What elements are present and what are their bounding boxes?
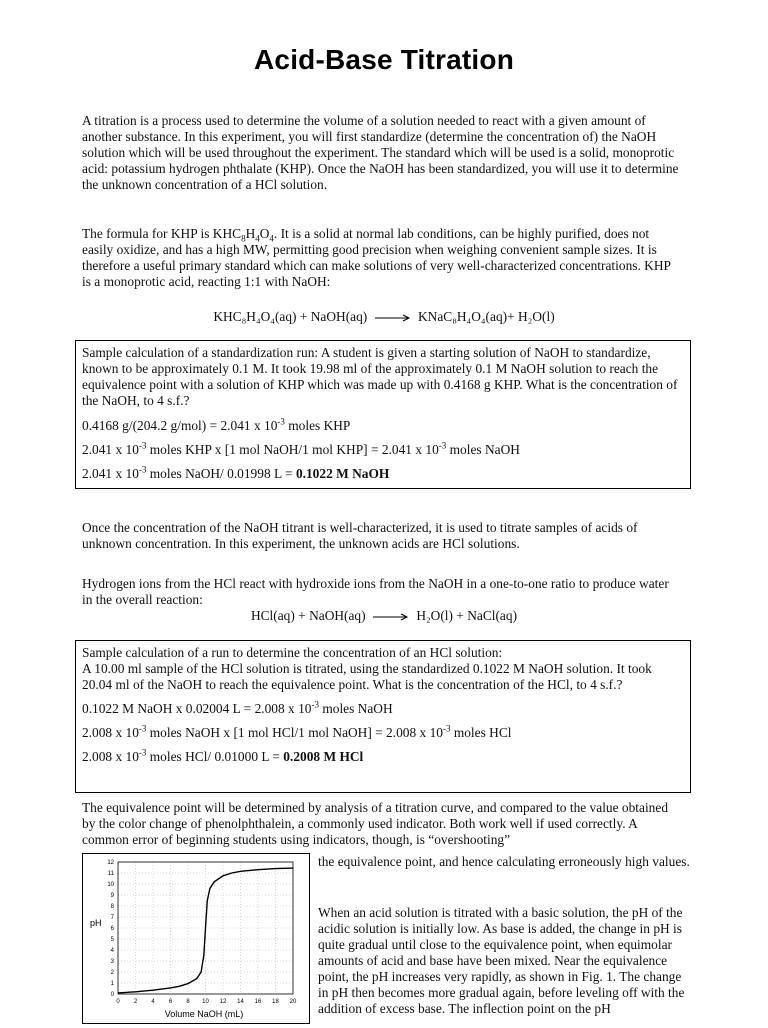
reaction-reactants: HCl(aq) + NaOH(aq) (250, 608, 366, 623)
khp-paragraph: The formula for KHP is $KHC_8H_4O_4$. It is a solid at normal lab conditions, can be highly purified, does not easily oxidize, and has a high MW, permitting good precision when weighing convenient sample sizes. It is therefore a useful primary standard which can make solutions of very well-characterized concentrations. KHP is a monoprotic acid, reacting 1:1 with NaOH: (82, 226, 671, 289)
y-tick-label: 8 (110, 904, 114, 910)
box-heading: Sample calculation of a run to determine the concentration of an HCl solution: (82, 645, 503, 660)
reaction-products: H₂O(l) + NaCl(aq) (416, 608, 518, 623)
y-tick-label: 6 (110, 926, 114, 932)
calc-line: 2.041 x $10^{-3}$ moles NaOH/ 0.01998 L = 0.1022 M NaOH (82, 464, 390, 481)
y-tick-label: 2 (110, 970, 114, 976)
calc-line: 2.041 x $10^{-3}$ moles KHP x [1 mol NaOH/1 mol KHP] = 2.041 x $10^{-3}$ moles NaOH (82, 440, 520, 457)
y-tick-label: 0 (110, 992, 114, 998)
x-tick-label: 0 (116, 999, 120, 1005)
calc-result: 0.1022 M NaOH (295, 466, 390, 481)
sample-calculation-box-hcl (75, 640, 691, 793)
x-tick-label: 2 (133, 999, 138, 1005)
reaction-reactants: KHC₈H₄O₄(aq) + NaOH(aq) (213, 309, 368, 324)
titration-curve-figure (82, 853, 310, 1024)
y-tick-label: 9 (110, 893, 114, 899)
y-tick-label: 12 (107, 860, 114, 866)
y-axis-label: pH (90, 918, 102, 928)
x-tick-label: 10 (202, 999, 209, 1005)
calc-line: 2.008 x $10^{-3}$ moles HCl/ 0.01000 L = 0.2008 M HCl (82, 747, 364, 764)
box-question: A 10.00 ml sample of the HCl solution is titrated, using the standardized 0.1022 M NaOH solution. It took 20.04 ml of the NaOH to reach the equivalence point. What is the concentration of the HCl, to 4 s.f.? (82, 661, 652, 692)
acid-base-paragraph: When an acid solution is titrated with a basic solution, the pH of the acidic solution is initially low. As base is added, the change in pH is quite gradual until close to the equivalence point, when equimolar amounts of acid and base have been mixed. Near the equivalence point, the pH increases very rapidly, as shown in Fig. 1. The change in pH then becomes more gradual again, before leveling off with the addition of excess base. The inflection point on the pH (318, 905, 685, 1016)
x-tick-label: 12 (219, 999, 227, 1005)
y-tick-label: 10 (107, 882, 114, 888)
y-tick-label: 1 (110, 981, 114, 987)
x-tick-label: 4 (151, 999, 155, 1005)
y-tick-label: 7 (110, 915, 114, 921)
y-tick-label: 5 (110, 937, 114, 943)
x-tick-label: 8 (186, 999, 190, 1005)
titrant-paragraph: Once the concentration of the NaOH titrant is well-characterized, it is used to titrate samples of acids of unknown concentration. In this experiment, the unknown acids are HCl solutions. (82, 520, 638, 551)
x-axis-ticks (116, 999, 297, 1005)
reaction-equation-hcl (0, 608, 768, 624)
equivalence-paragraph: The equivalence point will be determined by analysis of a titration curve, and compared to the value obtained by the color change of phenolphthalein, a commonly used indicator. Both work well if used correctly. A common error of beginning students using indicators, though, is “overshooting” (82, 800, 669, 847)
page-title: Acid-Base Titration (254, 44, 514, 75)
x-tick-label: 18 (272, 999, 279, 1005)
calc-result: 0.2008 M HCl (283, 749, 364, 764)
reaction-arrow-icon (375, 314, 411, 322)
y-axis-ticks (107, 860, 114, 998)
sample-calculation-box-naoh (75, 340, 691, 489)
x-axis-label: Volume NaOH (mL) (164, 1009, 244, 1019)
box-question: Sample calculation of a standardization run: A student is given a starting solution of NaOH to standardize, known to be approximately 0.1 M. It took 19.98 ml of the approximately 0.1 M NaOH solution to reach the equivalence point with a solution of KHP which was made up with 0.4168 g KHP. What is the concentration of the NaOH, to 4 s.f.? (82, 345, 678, 408)
reaction-equation-khp (0, 309, 768, 325)
equivalence-paragraph-continued: the equivalence point, and hence calculating erroneously high values. (318, 854, 690, 869)
calc-line: 2.008 x $10^{-3}$ moles NaOH x [1 mol HCl/1 mol NaOH] = 2.008 x $10^{-3}$ moles HCl (82, 723, 512, 740)
hydrogen-paragraph: Hydrogen ions from the HCl react with hydroxide ions from the NaOH in a one-to-one ratio to produce water in the overall reaction: (82, 576, 669, 607)
reaction-products: KNaC₈H₄O₄(aq)+ H₂O(l) (417, 309, 555, 324)
x-tick-label: 16 (254, 999, 262, 1005)
y-tick-label: 3 (110, 959, 114, 965)
reaction-arrow-icon (373, 613, 409, 621)
intro-paragraph: A titration is a process used to determine the volume of a solution needed to react with a given amount of another substance. In this experiment, you will first standardize (determine the concentration of) the NaOH solution which will be used throughout the experiment. The standard which will be used is a solid, monoprotic acid: potassium hydrogen phthalate (KHP). Once the NaOH has been standardized, you will use it to determine the unknown concentration of a HCl solution. (82, 113, 679, 192)
calc-line: 0.4168 g/(204.2 g/mol) = 2.041 x $10^{-3}$ moles KHP (82, 416, 351, 433)
titration-chart (83, 854, 309, 1023)
y-tick-label: 4 (110, 948, 114, 954)
x-tick-label: 14 (237, 999, 244, 1005)
x-tick-label: 6 (168, 999, 173, 1005)
x-tick-label: 20 (289, 999, 297, 1005)
calc-line: 0.1022 M NaOH x 0.02004 L = 2.008 x $10^{-3}$ moles NaOH (82, 699, 393, 716)
y-tick-label: 11 (107, 871, 114, 877)
